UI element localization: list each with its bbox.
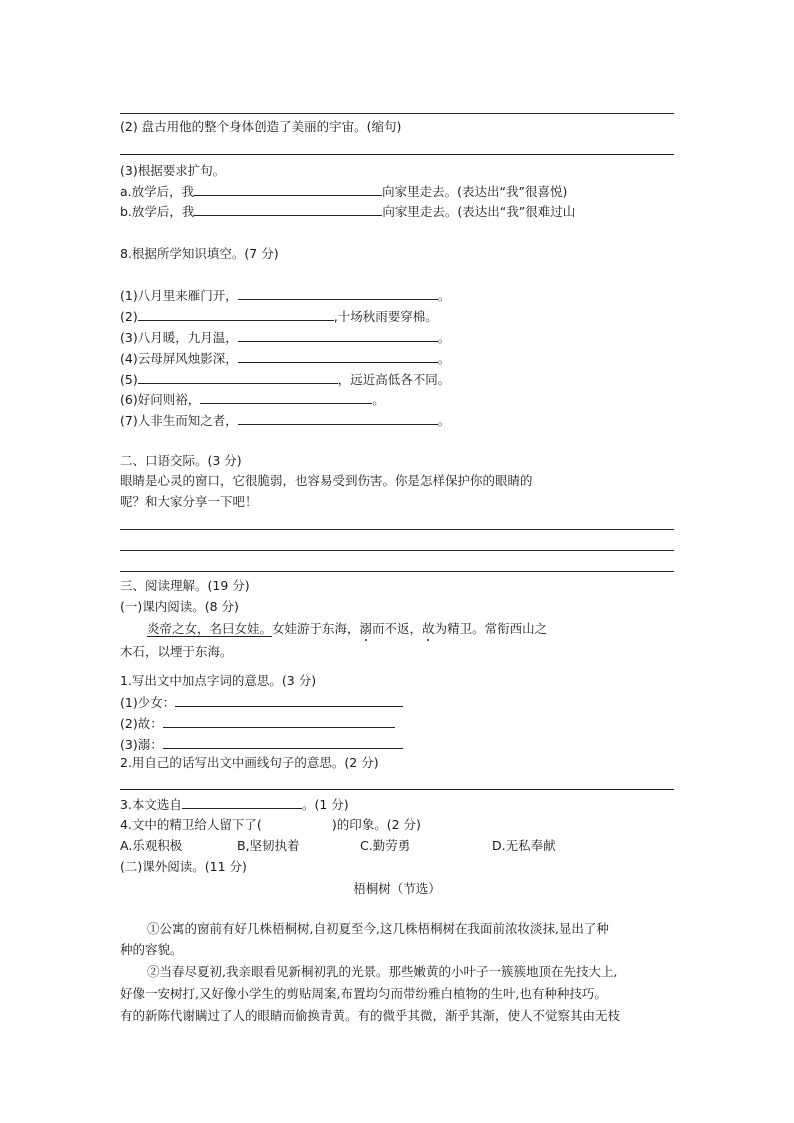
blank-field[interactable] bbox=[175, 694, 403, 707]
q7-b-suffix: 向家里走去。(表达出“我”很难过山 bbox=[382, 204, 576, 219]
blank-field[interactable] bbox=[138, 308, 334, 321]
answer-line bbox=[120, 550, 674, 551]
text-part: 为精卫。常衔西山之 bbox=[434, 621, 548, 636]
underlined-sentence: 炎帝之女，名曰女娃。 bbox=[147, 621, 273, 636]
article-title: 梧桐树（节选） bbox=[353, 881, 441, 896]
oral-prompt-2: 呢？和大家分享一下吧！ bbox=[120, 494, 258, 509]
article-para-2c: 有的新陈代谢瞒过了人的眼睛而偷换青黄。有的微乎其微，渐乎其渐，使人不觉察其由无枝 bbox=[120, 1008, 621, 1023]
article-para-1a: ①公寓的窗前有好几株梧桐树,自初夏至今,这几株梧桐树在我面前浓妆淡抹,显出了种 bbox=[147, 921, 609, 936]
q8-l3-text: (3)八月暖，九月温， bbox=[120, 330, 238, 345]
q8-line-6 bbox=[120, 391, 385, 408]
blank-field[interactable] bbox=[182, 796, 302, 809]
q4-suffix: )的印象。(2 分) bbox=[331, 817, 421, 832]
q7-a-suffix: 向家里走去。(表达出“我”很喜悦) bbox=[382, 184, 568, 199]
classical-text-line-2: 木石，以堙于东海。 bbox=[120, 644, 233, 659]
q8-l5-suffix: ，远近高低各不同。 bbox=[337, 372, 451, 387]
reading-q4 bbox=[120, 817, 421, 833]
reading-q1-c bbox=[120, 736, 403, 753]
q8-l6-text: (6)好问则裕， bbox=[120, 392, 201, 407]
q8-l6-end: 。 bbox=[372, 392, 385, 407]
classical-text-line-1 bbox=[147, 621, 547, 637]
q8-l7-text: (7)人非生而知之者， bbox=[120, 413, 238, 428]
q7-item-2: (2) 盘古用他的整个身体创造了美丽的宇宙。(缩句) bbox=[120, 119, 402, 134]
q8-line-7 bbox=[120, 412, 450, 429]
q8-line-5 bbox=[120, 371, 450, 388]
q8-l7-end: 。 bbox=[437, 413, 451, 428]
q7-item-b bbox=[120, 203, 575, 220]
blank-field[interactable] bbox=[238, 350, 438, 363]
q1c-label: (3)溺： bbox=[120, 737, 163, 752]
blank-field[interactable] bbox=[200, 391, 372, 404]
q8-line-3 bbox=[120, 329, 450, 346]
q8-l4-text: (4)云母屏风烛影深， bbox=[120, 351, 238, 366]
q1b-label: (2)故： bbox=[120, 716, 163, 731]
dotted-char: 溺 bbox=[359, 621, 373, 636]
oral-prompt-1: 眼睛是心灵的窗口，它很脆弱，也容易受到伤害。你是怎样保护你的眼睛的 bbox=[120, 473, 533, 488]
q8-l1-end: 。 bbox=[437, 288, 451, 303]
q3-prefix: 3.本文选自 bbox=[120, 797, 182, 812]
q8-l2-prefix: (2) bbox=[120, 309, 138, 324]
option-a[interactable]: A.乐观积极 bbox=[120, 838, 183, 853]
reading-title: 三、阅读理解。(19 分) bbox=[120, 578, 250, 593]
option-b[interactable]: B,坚韧执着 bbox=[237, 838, 300, 853]
blank-field[interactable] bbox=[194, 183, 382, 196]
dotted-char: 故 bbox=[422, 621, 435, 636]
answer-line bbox=[120, 529, 674, 530]
article-para-1b: 种的容貌。 bbox=[120, 942, 183, 957]
blank-field[interactable] bbox=[238, 287, 438, 300]
q1a-label: (1)少女： bbox=[120, 695, 176, 710]
reading-q1-b bbox=[120, 715, 395, 732]
reading-q1-a bbox=[120, 694, 403, 711]
blank-field[interactable] bbox=[138, 371, 338, 384]
option-c[interactable]: C.勤劳勇 bbox=[360, 838, 411, 853]
answer-line bbox=[120, 154, 674, 155]
q8-l3-end: 。 bbox=[437, 330, 451, 345]
reading-q3 bbox=[120, 796, 349, 813]
text-part: 女娃游于东海， bbox=[272, 621, 360, 636]
text-part: 而不返， bbox=[372, 621, 423, 636]
q8-line-2 bbox=[120, 308, 438, 325]
blank-field[interactable] bbox=[238, 412, 438, 425]
reading-q1: 1.写出文中加点字词的意思。(3 分) bbox=[120, 673, 317, 688]
blank-field[interactable] bbox=[163, 736, 403, 749]
q8-l1-text: (1)八月里来雁门开， bbox=[120, 288, 238, 303]
q7-b-prefix: b.放学后，我 bbox=[120, 204, 195, 219]
q3-suffix: 。(1 分) bbox=[301, 797, 349, 812]
blank-field[interactable] bbox=[163, 715, 395, 728]
q7-a-prefix: a.放学后，我 bbox=[120, 184, 195, 199]
q4-prefix: 4.文中的精卫给人留下了( bbox=[120, 817, 262, 832]
q8-line-4 bbox=[120, 350, 450, 367]
answer-line bbox=[120, 571, 674, 572]
reading-sub-2: (二)课外阅读。(11 分) bbox=[120, 859, 247, 874]
q8-l2-suffix: ,十场秋雨要穿棉。 bbox=[333, 309, 438, 324]
oral-title: 二、口语交际。(3 分) bbox=[120, 453, 242, 468]
q8-title: 8.根据所学知识填空。(7 分) bbox=[120, 246, 279, 261]
blank-field[interactable] bbox=[194, 203, 382, 216]
q8-line-1 bbox=[120, 287, 450, 304]
article-para-2b: 好像一安树打,又好像小学生的剪贴周案,布置均匀而带纷雅白植物的生叶,也有种种技巧。 bbox=[120, 986, 607, 1001]
option-d[interactable]: D.无私奉献 bbox=[492, 838, 556, 853]
q8-l4-end: 。 bbox=[437, 351, 451, 366]
answer-line bbox=[120, 113, 674, 114]
q8-l5-prefix: (5) bbox=[120, 372, 138, 387]
article-para-2a: ②当春尽夏初,我亲眼看见新桐初乳的光景。那些嫩黄的小叶子一簇簇地顶在先技大上, bbox=[147, 964, 618, 979]
reading-sub-1: (一)课内阅读。(8 分) bbox=[120, 599, 239, 614]
reading-q2: 2.用自己的话写出文中画线句子的意思。(2 分) bbox=[120, 755, 379, 770]
q7-item-a bbox=[120, 183, 567, 200]
blank-field[interactable] bbox=[238, 329, 438, 342]
answer-line bbox=[120, 789, 674, 790]
q7-item-3: (3)根据要求扩句。 bbox=[120, 163, 226, 178]
